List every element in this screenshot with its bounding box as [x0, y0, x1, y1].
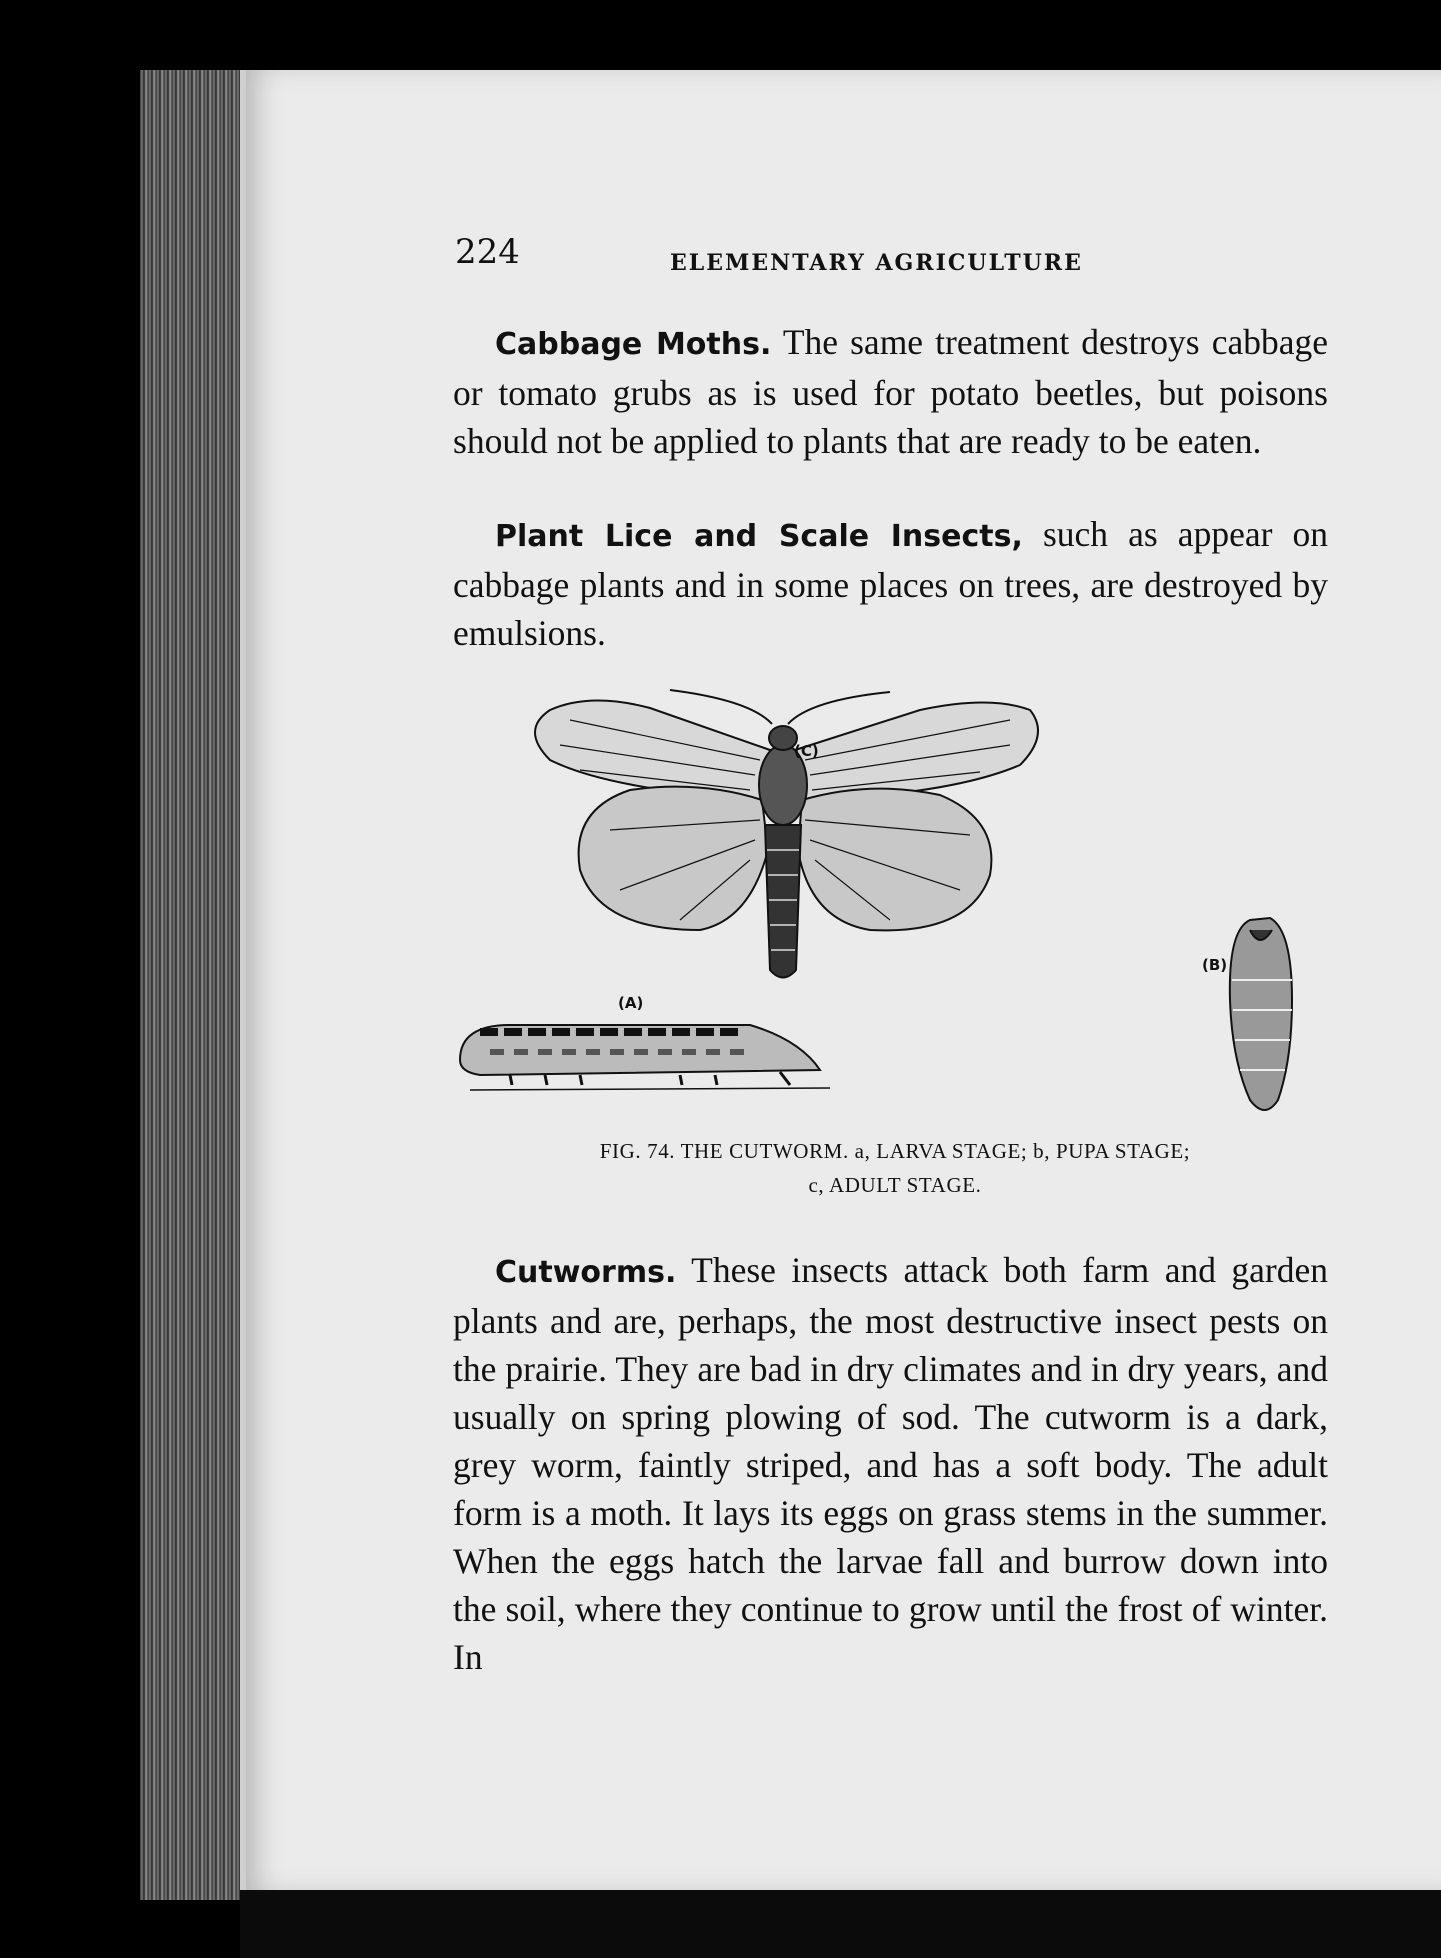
paragraph-lead: Cabbage Moths.	[495, 327, 772, 362]
paragraph-cutworms	[453, 1246, 1328, 1681]
paragraph-text: The same treatment destroys cabbage or tomato grubs as is used for potato beetles, but poisons should not be applied to plants that are ready to be eaten.	[453, 322, 1328, 461]
label-larva: (A)	[618, 994, 644, 1012]
paragraph-lead: Cutworms.	[495, 1255, 677, 1290]
larva-illustration	[460, 1025, 830, 1090]
paragraph-text: such as appear on cabbage plants and in some places on trees, are destroyed by emulsions.	[453, 514, 1328, 653]
page-number: 224	[455, 232, 520, 272]
label-pupa: (B)	[1202, 956, 1228, 974]
page-header	[455, 232, 1335, 292]
running-title: ELEMENTARY AGRICULTURE	[670, 250, 1083, 276]
paragraph-cabbage-moths	[453, 318, 1328, 465]
paragraph-lead: Plant Lice and Scale Insects,	[495, 519, 1023, 554]
pupa-illustration	[1230, 918, 1292, 1110]
cutworm-illustration	[450, 680, 1330, 1140]
moth-illustration	[535, 690, 1038, 978]
label-adult: (C)	[794, 742, 819, 760]
cutworm-figure	[450, 680, 1330, 1140]
figure-caption	[455, 1134, 1335, 1202]
book-spine	[140, 70, 250, 1900]
caption-line-1: FIG. 74. THE CUTWORM. a, LARVA STAGE; b, PUPA STAGE;	[599, 1139, 1191, 1163]
caption-line-2: c, ADULT STAGE.	[808, 1173, 982, 1197]
paragraph-plant-lice	[453, 510, 1328, 657]
page-bottom-edge	[240, 1890, 1441, 1958]
paragraph-text: These insects attack both farm and garden plants and are, perhaps, the most destructive insect pests on the prairie. They are bad in dry climates and in dry years, and usually on spring plowing of sod. The cutworm is a dark, grey worm, faintly striped, and has a soft body. The adult form is a moth. It lays its eggs on grass stems in the summer. When the eggs hatch the larvae fall and burrow down into the soil, where they continue to grow until the frost of winter. In	[453, 1250, 1328, 1677]
